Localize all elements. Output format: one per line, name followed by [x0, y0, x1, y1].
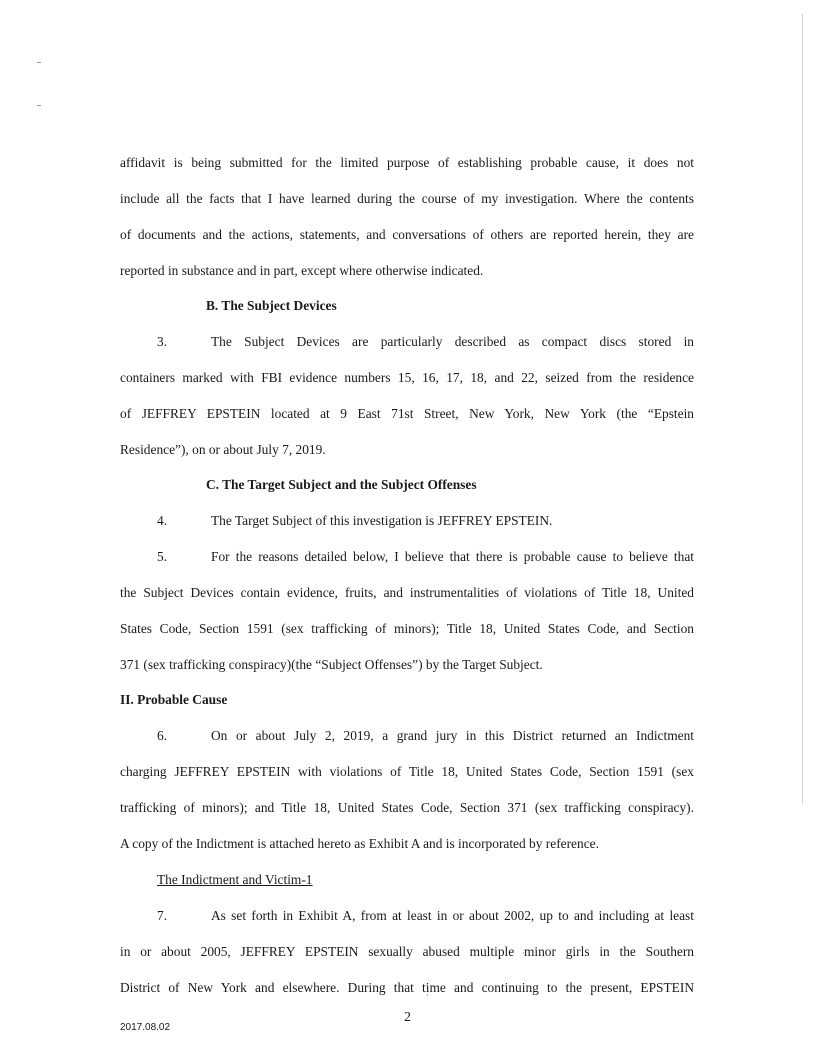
- paragraph-text: The Target Subject of this investigation is JEFFREY EPSTEIN.: [211, 513, 553, 528]
- body-line: A copy of the Indictment is attached hereto as Exhibit A and is incorporated by reference.: [120, 836, 599, 851]
- paragraph-number: 4.: [157, 513, 168, 528]
- body-line: affidavit is being submitted for the limited purpose of establishing probable cause, it does not: [120, 155, 694, 170]
- paragraph-text: The Subject Devices are particularly described as compact discs stored in: [211, 334, 694, 349]
- body-line: of JEFFREY EPSTEIN located at 9 East 71st Street, New York, New York (the “Epstein: [120, 406, 694, 421]
- paragraph-text: For the reasons detailed below, I believe that there is probable cause to believe that: [211, 549, 694, 564]
- paragraph-line: [157, 513, 694, 529]
- scan-edge-line: [802, 14, 803, 804]
- paragraph-number: 5.: [157, 549, 168, 564]
- body-line: Residence”), on or about July 7, 2019.: [120, 442, 326, 457]
- paragraph-line: [157, 728, 694, 744]
- section-heading-ii: II. Probable Cause: [120, 692, 228, 707]
- body-line: containers marked with FBI evidence numbers 15, 16, 17, 18, and 22, seized from the residence: [120, 370, 694, 385]
- paragraph-number: 7.: [157, 908, 168, 923]
- body-line: include all the facts that I have learned during the course of my investigation. Where the contents: [120, 191, 694, 206]
- section-heading-c: C. The Target Subject and the Subject Offenses: [206, 477, 477, 492]
- date-code: 2017.08.02: [120, 1022, 171, 1033]
- paragraph-number: 6.: [157, 728, 168, 743]
- margin-mark: [37, 105, 41, 106]
- paragraph-number: 3.: [157, 334, 168, 349]
- body-line: in or about 2005, JEFFREY EPSTEIN sexually abused multiple minor girls in the Southern: [120, 944, 694, 959]
- paragraph-line: [157, 334, 694, 350]
- paragraph-text: On or about July 2, 2019, a grand jury in this District returned an Indictment: [211, 728, 694, 743]
- body-line: States Code, Section 1591 (sex trafficking of minors); Title 18, United States Code, and Section: [120, 621, 694, 636]
- body-line: the Subject Devices contain evidence, fruits, and instrumentalities of violations of Title 18, United: [120, 585, 694, 600]
- body-line: reported in substance and in part, except where otherwise indicated.: [120, 263, 484, 278]
- margin-mark: [37, 62, 41, 63]
- subsection-heading: The Indictment and Victim-1: [157, 872, 313, 887]
- body-line: charging JEFFREY EPSTEIN with violations of Title 18, United States Code, Section 1591 (sex: [120, 764, 694, 779]
- paragraph-text: As set forth in Exhibit A, from at least in or about 2002, up to and including at least: [211, 908, 694, 923]
- body-line: 371 (sex trafficking conspiracy)(the “Subject Offenses”) by the Target Subject.: [120, 657, 543, 672]
- body-line: trafficking of minors); and Title 18, United States Code, Section 371 (sex trafficking conspiracy).: [120, 800, 694, 815]
- body-line: District of New York and elsewhere. During that time and continuing to the present, EPSTEIN: [120, 980, 694, 995]
- page-number: 2: [404, 1010, 411, 1025]
- paragraph-line: [157, 908, 694, 924]
- section-heading-b: B. The Subject Devices: [206, 298, 337, 313]
- body-line: of documents and the actions, statements, and conversations of others are reported herein, they are: [120, 227, 694, 242]
- paragraph-line: [157, 549, 694, 565]
